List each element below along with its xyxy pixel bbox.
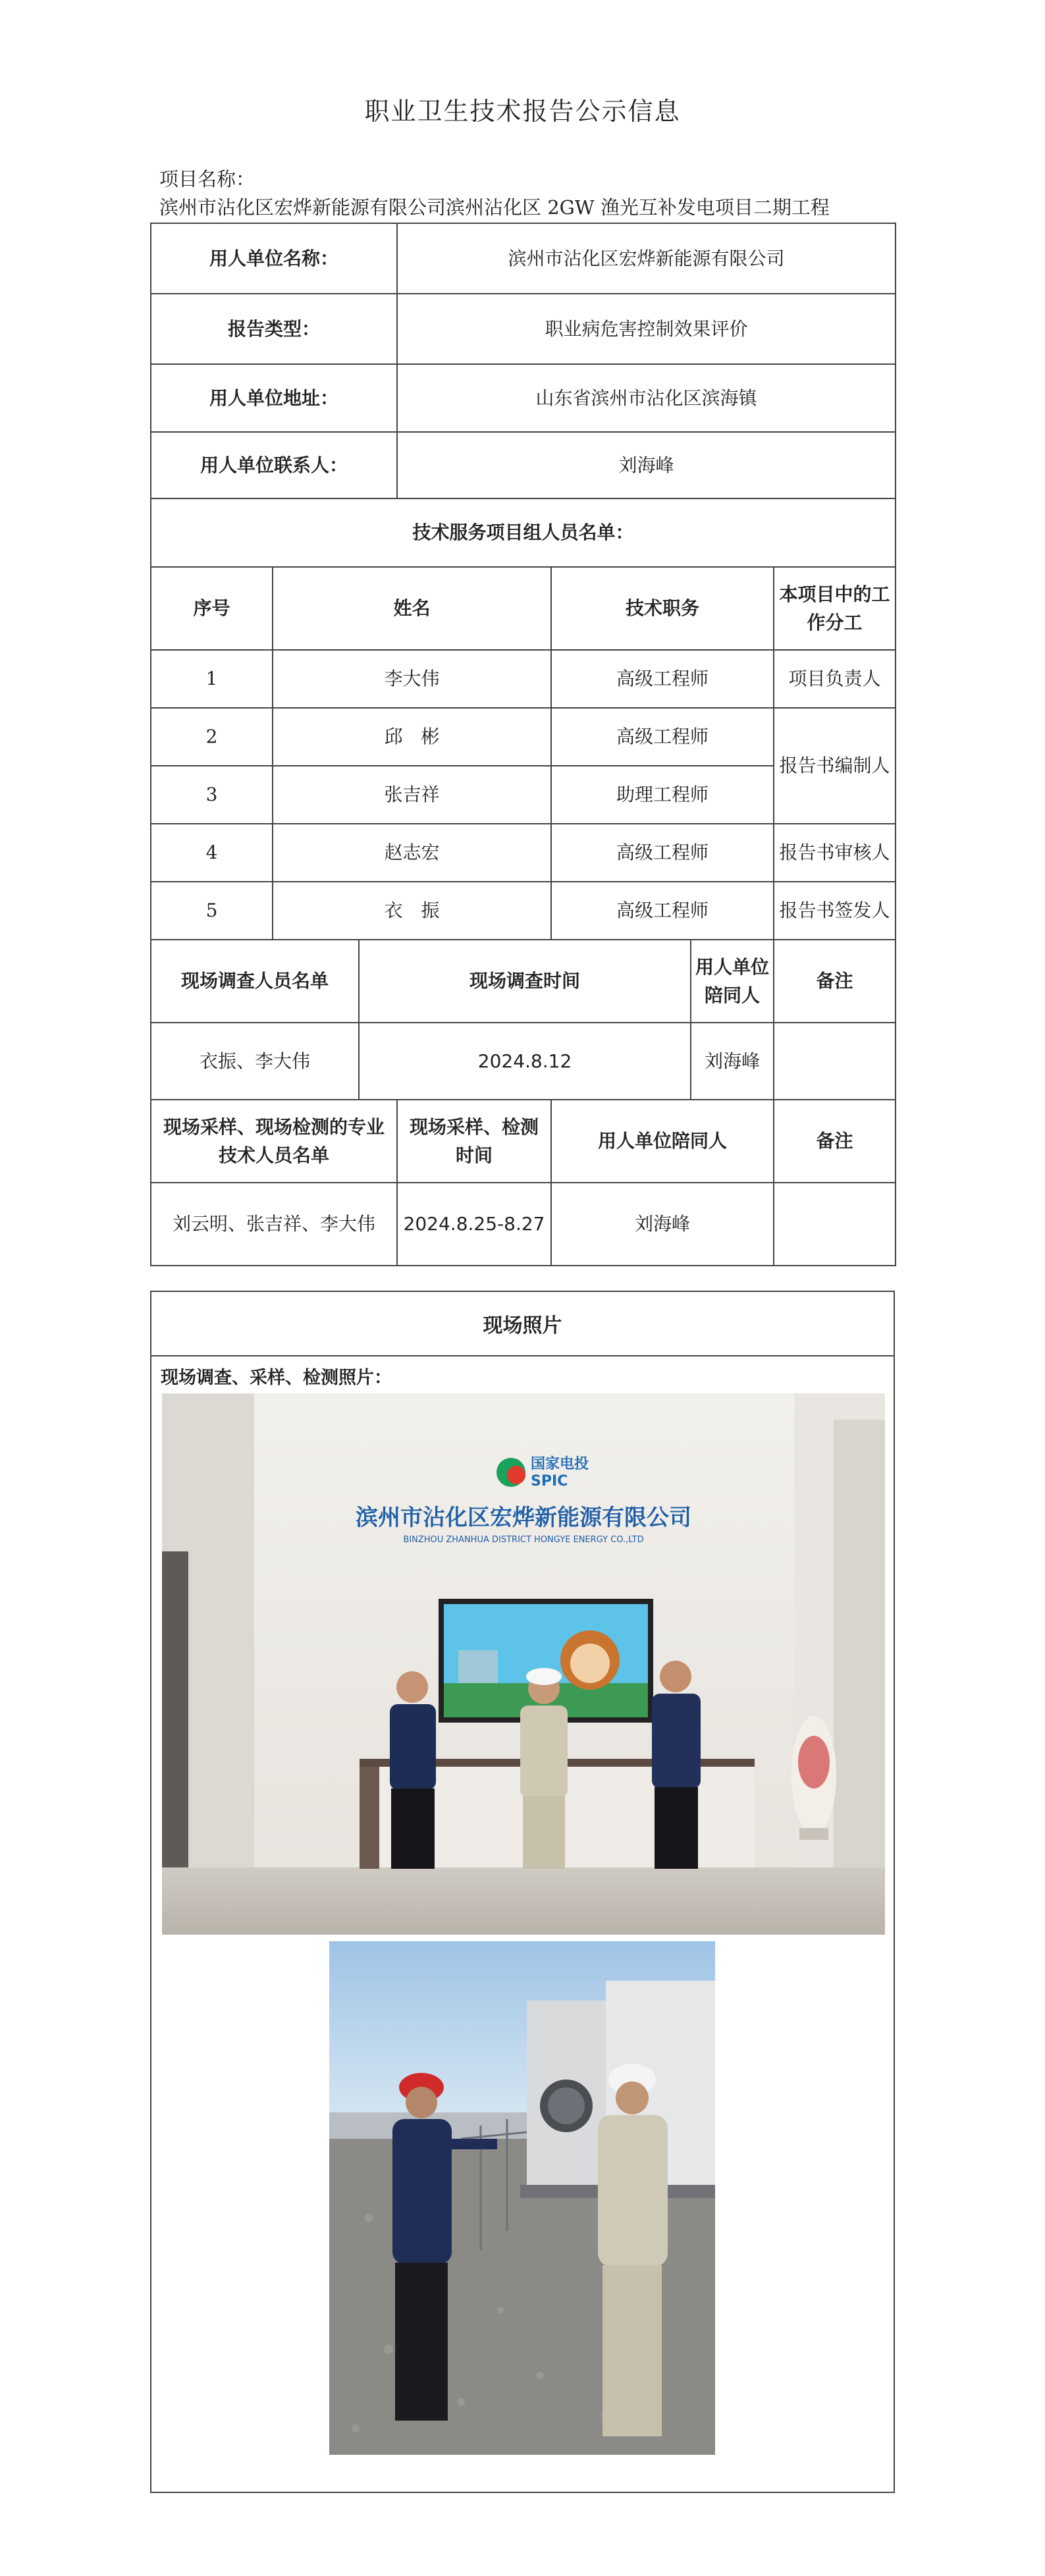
employer-value: 滨州市沾化区宏烨新能源有限公司: [397, 223, 896, 294]
team-header-role: 本项目中的工作分工: [774, 567, 896, 650]
team-row-name: 李大伟: [273, 650, 551, 708]
team-title: 技术服务项目组人员名单：: [151, 498, 896, 567]
sampling-header-people: 现场采样、现场检测的专业技术人员名单: [151, 1100, 397, 1183]
team-row-no: 4: [151, 824, 273, 882]
company-sign-en: BINZHOU ZHANHUA DISTRICT HONGYE ENERGY CO.,LTD: [403, 1535, 644, 1545]
contact-value: 刘海峰: [397, 432, 896, 498]
team-row-role: 报告书审核人: [774, 824, 896, 882]
team-row-title: 高级工程师: [551, 824, 774, 882]
team-row-title: 高级工程师: [551, 708, 774, 766]
worker-right: [598, 2064, 668, 2436]
project-name: 滨州市沾化区宏烨新能源有限公司滨州沾化区 2GW 渔光互补发电项目二期工程: [159, 196, 830, 219]
survey-header-time: 现场调查时间: [359, 940, 691, 1023]
survey-time: 2024.8.12: [359, 1023, 691, 1100]
address-label: 用人单位地址：: [151, 364, 397, 432]
team-header-name: 姓名: [273, 567, 551, 650]
sampling-header-companion: 用人单位陪同人: [551, 1100, 774, 1183]
team-row-no: 5: [151, 882, 273, 940]
team-row-name: 邱 彬: [273, 708, 551, 766]
report-type-value: 职业病危害控制效果评价: [397, 294, 896, 364]
survey-header-people: 现场调查人员名单: [151, 940, 359, 1023]
team-row-name: 衣 振: [273, 882, 551, 940]
team-header-title: 技术职务: [551, 567, 774, 650]
team-row-role: 报告书签发人: [774, 882, 896, 940]
report-type-label: 报告类型：: [151, 294, 397, 364]
survey-companion: 刘海峰: [691, 1023, 774, 1100]
survey-note: [774, 1023, 896, 1100]
sampling-note: [774, 1183, 896, 1266]
team-row-title: 高级工程师: [551, 882, 774, 940]
photo-section: [150, 1291, 895, 2493]
team-row-no: 1: [151, 650, 273, 708]
company-sign: 滨州市沾化区宏烨新能源有限公司: [356, 1505, 691, 1531]
survey-header-note: 备注: [774, 940, 896, 1023]
page-title: 职业卫生技术报告公示信息: [364, 97, 681, 126]
team-row-title: 助理工程师: [551, 766, 774, 824]
team-header-no: 序号: [151, 567, 273, 650]
survey-people: 衣振、李大伟: [151, 1023, 359, 1100]
project-label: 项目名称：: [159, 168, 255, 190]
photo-caption: 现场调查、采样、检测照片：: [161, 1368, 392, 1388]
team-row-role: 报告书编制人: [774, 708, 896, 824]
logo-en: SPIC: [531, 1473, 568, 1489]
contact-label: 用人单位联系人：: [151, 432, 397, 498]
sampling-header-time: 现场采样、检测时间: [397, 1100, 551, 1183]
employer-label: 用人单位名称：: [151, 223, 397, 294]
address-value: 山东省滨州市沾化区滨海镇: [397, 364, 896, 432]
team-row-no: 3: [151, 766, 273, 824]
survey-header-companion: 用人单位陪同人: [691, 940, 774, 1023]
report-table: [150, 223, 896, 1266]
team-row-name: 赵志宏: [273, 824, 551, 882]
lobby-photo: [162, 1393, 885, 1935]
photo-heading: 现场照片: [151, 1292, 894, 1356]
sampling-people: 刘云明、张吉祥、李大伟: [151, 1183, 397, 1266]
team-row-name: 张吉祥: [273, 766, 551, 824]
team-row-no: 2: [151, 708, 273, 766]
team-row-title: 高级工程师: [551, 650, 774, 708]
sampling-companion: 刘海峰: [551, 1183, 774, 1266]
logo-cn: 国家电投: [531, 1456, 589, 1472]
sampling-header-note: 备注: [774, 1100, 896, 1183]
team-row-role: 项目负责人: [774, 650, 896, 708]
site-photo: [329, 1941, 715, 2455]
sampling-time: 2024.8.25-8.27: [397, 1183, 551, 1266]
